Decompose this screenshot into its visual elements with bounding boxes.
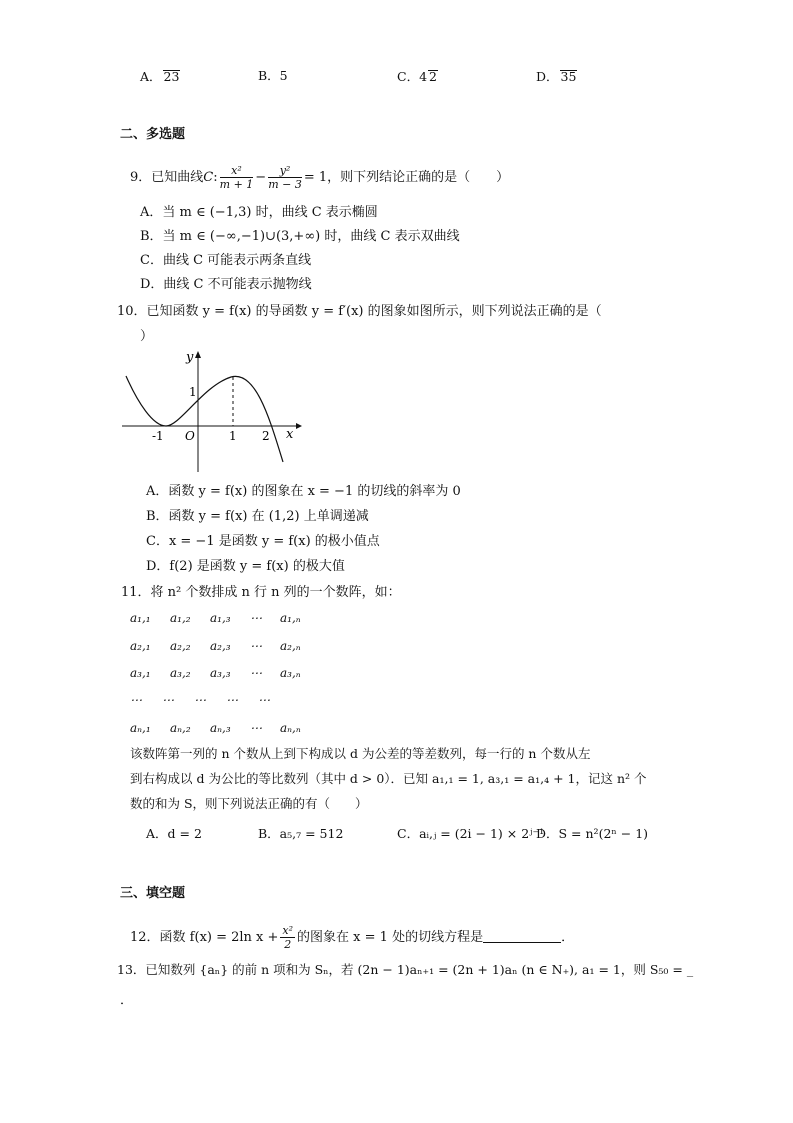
q10-option-c: C．x = −1 是函数 y = f(x) 的极小值点 — [146, 534, 380, 549]
q10-option-b: B．函数 y = f(x) 在 (1,2) 上单调递减 — [146, 509, 369, 524]
y-axis-label: y — [186, 350, 194, 365]
q8-option-c: C．4 2 — [397, 69, 437, 84]
q12-fraction: $\frac{\text{x²}}{2}$ — [282, 923, 294, 951]
q11-description-line-1: 该数阵第一列的 n 个数从上到下构成以 d 为公差的等差数列，每一行的 n 个数从左 — [130, 746, 591, 761]
q9-option-b: B．当 m ∈ (−∞,−1)∪(3,+∞) 时，曲线 C 表示双曲线 — [140, 229, 460, 244]
x-tick-2: 2 — [262, 429, 270, 443]
sqrt-23: 23 — [163, 69, 180, 84]
q10-stem: 10．已知函数 y = f(x) 的导函数 y = f′(x) 的图象如图所示，则下列说法正确的是（ — [117, 304, 602, 319]
q13-stem: 13．已知数列 {aₙ} 的前 n 项和为 Sₙ，若 (2n − 1)aₙ₊₁ = (2n + 1)aₙ (n ∈ N₊), a₁ = 1，则 S₅₀ = _ — [117, 962, 694, 977]
x-axis-arrow — [296, 423, 302, 429]
q11-description-line-2: 到右构成以 d 为公比的等比数列（其中 d > 0）．已知 a₁,₁ = 1, a₃,₁ = a₁,₄ + 1，记这 n² 个 — [130, 771, 647, 786]
q9-option-c: C．曲线 C 可能表示两条直线 — [140, 253, 312, 268]
q11-stem: 11．将 n² 个数排成 n 行 n 列的一个数阵，如： — [121, 585, 401, 600]
q11-option-b: B．a₅,₇ = 512 — [258, 826, 344, 841]
q11-option-d: D．S = n²(2ⁿ − 1) — [536, 826, 649, 841]
x-axis-label: x — [286, 427, 294, 442]
derivative-curve — [126, 376, 283, 462]
q8-option-d: D． 35 — [536, 69, 577, 84]
q10-option-a: A．函数 y = f(x) 的图象在 x = −1 的切线的斜率为 0 — [146, 484, 461, 499]
section-title-multiple-choice: 二、多选题 — [120, 127, 186, 142]
section-title-fill-in: 三、填空题 — [120, 886, 186, 901]
q10-stem-end: ） — [140, 329, 154, 344]
x-tick-1: 1 — [229, 429, 237, 443]
q11-description-line-3: 数的和为 S，则下列说法正确的有（ ） — [130, 796, 368, 811]
q9-stem: 9． 已知曲线 C : $\frac{\text{x²}}{m + 1}$ − $\frac{\text{y²}}{m - 3}$ = 1 ，则下列结论正确的是（ ） — [130, 163, 510, 191]
derivative-graph — [118, 348, 308, 476]
q9-option-d: D．曲线 C 不可能表示抛物线 — [140, 277, 312, 292]
q8-option-a: A． 23 — [140, 69, 180, 84]
y-tick-1: 1 — [189, 385, 197, 399]
q11-option-c: C．aᵢ,ⱼ = (2i − 1) × 2ʲ⁻¹ — [397, 826, 545, 841]
q13-stem-end: ． — [120, 993, 134, 1008]
answer-blank[interactable] — [483, 932, 561, 943]
q9-fraction-y: $\frac{\text{y²}}{m - 3}$ — [268, 163, 302, 191]
q11-option-a: A．d = 2 — [146, 826, 202, 841]
q9-fraction-x: $\frac{\text{x²}}{m + 1}$ — [219, 163, 254, 191]
q12-stem: 12． 函数 f(x) = 2ln x + $\frac{\text{x²}}{2}$ 的图象在 x = 1 处的切线方程是 ． — [130, 923, 575, 951]
y-axis-arrow — [195, 351, 201, 358]
q10-option-d: D．f(2) 是函数 y = f(x) 的极大值 — [146, 559, 345, 574]
q9-option-a: A．当 m ∈ (−1,3) 时，曲线 C 表示椭圆 — [140, 205, 378, 220]
origin-label: O — [185, 429, 195, 443]
x-tick-neg1: -1 — [152, 429, 164, 443]
q8-option-b: B．5 — [258, 68, 288, 83]
